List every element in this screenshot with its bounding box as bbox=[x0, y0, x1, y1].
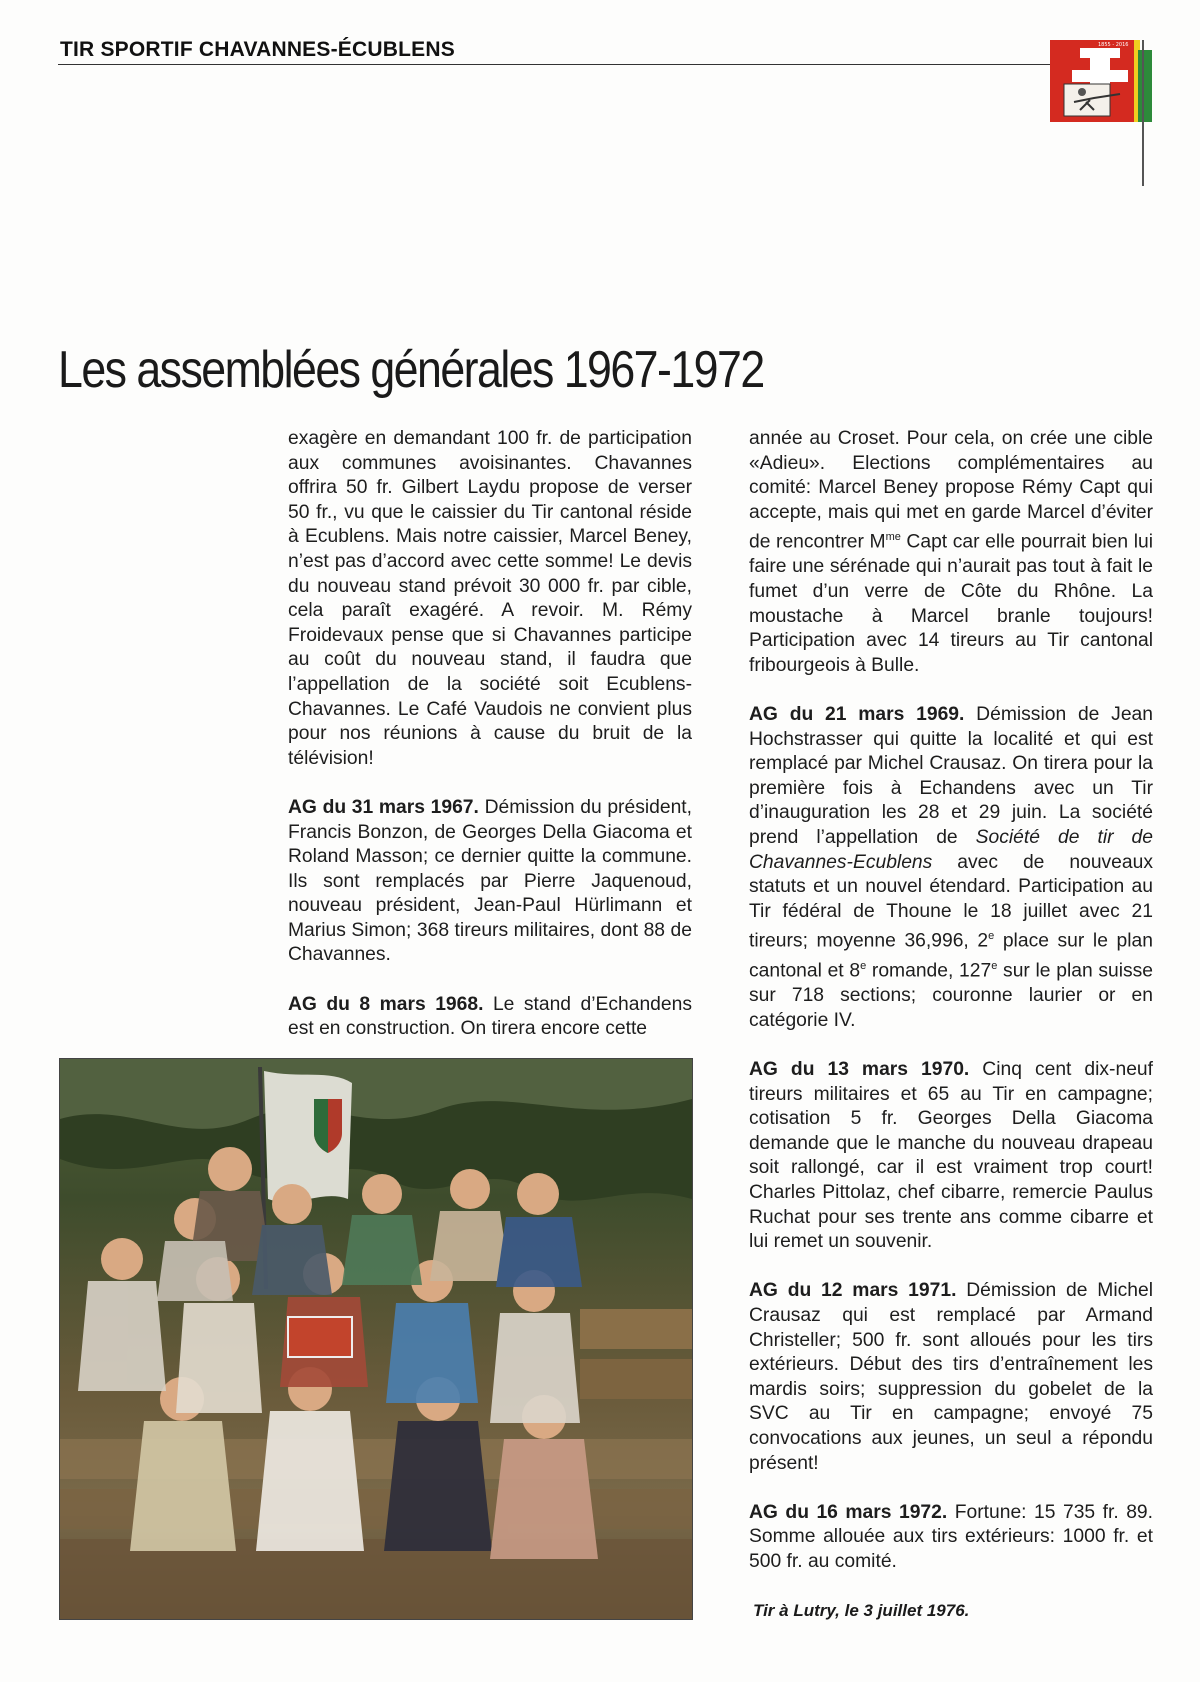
page-title: Les assemblées générales 1967-1972 bbox=[58, 341, 764, 399]
ag-1969-text-e: sur le plan suisse sur 718 sections; couronne laurier or en catégorie IV. bbox=[749, 960, 1154, 1031]
ag-1967-label: AG du 31 mars 1967. bbox=[288, 796, 479, 818]
ag-1969-label: AG du 21 mars 1969. bbox=[749, 703, 965, 725]
ag-1968-paragraph bbox=[288, 993, 692, 1042]
left-column bbox=[288, 427, 692, 1066]
ag-1970-label: AG du 13 mars 1970. bbox=[749, 1059, 970, 1081]
right-continuation-paragraph bbox=[749, 427, 1153, 678]
right-continuation-text-a: année au Croset. Pour cela, on crée une cible «Adieu». Elections complémentaires au comité: Marcel Beney propose Rémy Capt qui accepte, mais qui met en garde Marcel d’éviter de rencontrer M bbox=[749, 428, 1153, 553]
right-column bbox=[749, 427, 1153, 1599]
ag-1971-label: AG du 12 mars 1971. bbox=[749, 1280, 957, 1302]
right-continuation-text-b: Capt car elle pourrait bien lui faire une sérénade qui n’aurait pas tout à fait le fumet d’un verre de Côte du Rhône. La moustache à Marcel branle toujours! Participation avec 14 tireurs au Tir cantonal fribourgeois à Bulle. bbox=[749, 531, 1153, 676]
right-continuation-sup: me bbox=[885, 531, 901, 544]
ag-1968-label: AG du 8 mars 1968. bbox=[288, 993, 484, 1015]
header-rule bbox=[58, 64, 1058, 65]
group-photo-shooters-icon bbox=[60, 1059, 692, 1619]
ag-1967-text: Démission du président, Francis Bonzon, de Georges Della Giacoma et Roland Masson; ce dernier quitte la commune. Ils sont remplacés par Pierre Jaquenoud, nouveau président, Jean-Paul Hürlimann et Marius Simon; 368 tireurs militaires, dont 88 de Chavannes. bbox=[288, 796, 693, 966]
ag-1970-text: Cinq cent dix-neuf tireurs militaires et 65 au Tir en campagne; cotisation 5 fr. Georges Della Giacoma demande que le manche du nouveau drapeau soit rallongé, car il est vraiment trop court! Charles Pittolaz, chef cibarre, remercie Paulus Ruchat pour ses trente ans comme cibarre et lui remet un souvenir. bbox=[749, 1059, 1153, 1253]
ag-1970-paragraph bbox=[749, 1058, 1153, 1255]
ag-1969-text-b: avec de nouveaux statuts et un nouvel étendard. Participation au Tir fédéral de Thoune le 18 juillet avec 21 tireurs; moyenne 36,996, 2 bbox=[749, 851, 1153, 952]
ag-1967-paragraph bbox=[288, 796, 692, 968]
ag-1969-sup1: e bbox=[988, 930, 995, 943]
left-continuation-paragraph: exagère en demandant 100 fr. de participation aux communes avoisinantes. Chavannes offrira 50 fr. Gilbert Laydu propose de verser 50 fr., vu que le caissier du Tir cantonal réside à Ecublens. Mais notre caissier, Marcel Beney, n’est pas d’accord avec cette somme! Le devis du nouveau stand prévoit 30 000 fr. par cible, cela paraît exagéré. A revoir. M. Rémy Froidevaux pense que si Chavannes participe au coût du nouveau stand, il faudra que l’appellation de la société soit Ecublens-Chavannes. Le Café Vaudois ne convient plus pour nos réunions à cause du bruit de la télévision! bbox=[288, 428, 692, 769]
ag-1972-text: Fortune: 15 735 fr. 89. Somme allouée aux tirs extérieurs: 1000 fr. et 500 fr. au comité. bbox=[749, 1501, 1153, 1572]
running-header: TIR SPORTIF CHAVANNES-ÉCUBLENS bbox=[60, 38, 455, 61]
ag-1972-paragraph bbox=[749, 1501, 1153, 1575]
ag-1968-text: Le stand d’Echandens est en construction. On tirera encore cette bbox=[288, 993, 692, 1040]
ag-1969-paragraph bbox=[749, 703, 1153, 1034]
ag-1969-sup3: e bbox=[991, 960, 998, 973]
ag-1969-sup2: e bbox=[860, 960, 867, 973]
ag-1971-text: Démission de Michel Crausaz qui est remplacé par Armand Christeller; 500 fr. sont alloués pour les tirs extérieurs. Début des tirs d’entraînement les mardis soirs; suppression du gobelet de la SVC au Tir en campagne; envoyé 75 convocations aux jeunes, un seul a répondu présent! bbox=[749, 1280, 1153, 1474]
photo-caption: Tir à Lutry, le 3 juillet 1976. bbox=[753, 1601, 970, 1620]
group-photo bbox=[59, 1058, 693, 1620]
ag-1972-label: AG du 16 mars 1972. bbox=[749, 1501, 948, 1523]
logo-years: 1855 - 2016 bbox=[1098, 42, 1129, 48]
ag-1969-text-c: place sur le plan cantonal et 8 bbox=[749, 930, 1153, 982]
ag-1969-text-a: Démission de Jean Hochstrasser qui quitte la localité et qui est remplacé par Michel Crausaz. On tirera pour la première fois à Echandens avec un Tir d’inauguration les 28 et 29 juin. La société prend l’appellation de bbox=[749, 703, 1153, 848]
ag-1969-society-name: Société de tir de Chavannes-Ecublens bbox=[749, 826, 1154, 873]
ag-1971-paragraph bbox=[749, 1279, 1153, 1476]
ag-1969-text-d: romande, 127 bbox=[866, 960, 992, 982]
club-shooter-flag-icon bbox=[1050, 40, 1160, 200]
